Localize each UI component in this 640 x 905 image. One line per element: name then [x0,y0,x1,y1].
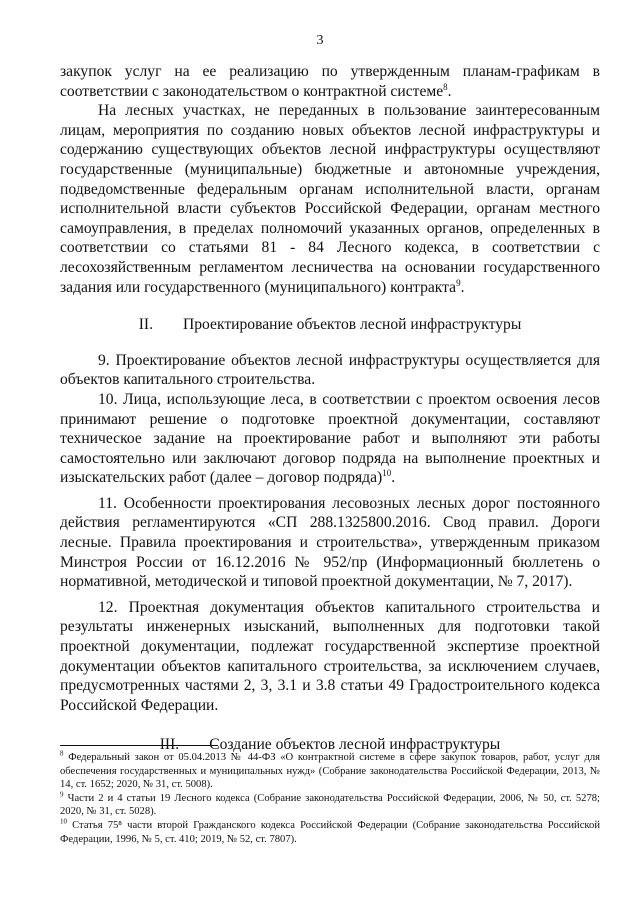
paragraph-continuation: закупок услуг на ее реализацию по утвержденным планам-графикам в соответствии с законодательством о контрактной системе$^8$. [60,63,600,100]
paragraph-10: 10. Лица, использующие леса, в соответствии с проектом освоения лесов принимают решение о подготовке проектной документации, составляют техническое задание на проектирование работ и выполняют эти работы самостоятельно или заключают договор подряда на выполнение проектных и изыскательских работ (далее – договор подряда)$^{10}$. [60,390,600,487]
section-title: Проектирование объектов лесной инфраструктуры [182,316,522,334]
paragraph-11: 11. Особенности проектирования лесовозных лесных дорог постоянного действия регламентируются «СП 288.1325800.2016. Свод правил. Дороги лесные. Правила проектирования и строительства», утвержденным приказом Минстроя России от 16.12.2016 № 952/пр (Информационный бюллетень о нормативной, методической и типовой проектной документации, № 7, 2017). [60,494,600,591]
footnotes [60,745,600,846]
footnote-10: $^{10}$ Статья 75⁸ части второй Гражданского кодекса Российской Федерации (Собрание законодательства Российской Федерации, 1996, № 5, ст. 410; 2019, № 52, ст. 7807). [60,817,600,845]
paragraph-12: 12. Проектная документация объектов капитального строительства и результаты инженерных изысканий, выполненных для подготовки такой проектной документации, подлежат государственной экспертизе проектной документации объектов капитального строительства, за исключением случаев, предусмотренных частями 2, 3, 3.1 и 3.8 статьи 49 Градостроительного кодекса Российской Федерации. [60,598,600,714]
footnote-9: $^9$ Части 2 и 4 статьи 19 Лесного кодекса (Собрание законодательства Российской Федерации, 2006, № 50, ст. 5278; 2020, № 31, ст. 5028). [60,790,600,818]
footnote-ref-9: 9 [456,277,461,288]
document-body [60,62,600,771]
section-number: II. [138,316,153,334]
footnote-ref-8: 8 [443,81,448,92]
section-number: III. [159,736,180,754]
paragraph-forest-plots: На лесных участках, не переданных в пользование заинтересованным лицам, мероприятия по созданию новых объектов лесной инфраструктуры и содержанию существующих объектов лесной инфраструктуры осуществляют государственные (муниципальные) бюджетные и автономные учреждения, подведомственные федеральным органам исполнительной власти, органам исполнительной власти субъектов Российской Федерации, органам местного самоуправления, в пределах полномочий указанных органов, определенных в соответствии со статьями 81 - 84 Лесного кодекса, в соответствии с лесохозяйственным регламентом лесничества на основании государственного задания или государственного (муниципального) контракта$^9$. [60,102,600,296]
page-number: 3 [316,33,324,48]
section-title: Создание объектов лесной инфраструктуры [209,736,501,754]
footnote-ref-10: 10 [382,468,392,479]
footnote-8: $^8$ Федеральный закон от 05.04.2013 № 44-ФЗ «О контрактной системе в сфере закупок товаров, работ, услуг для обеспечения государственных и муниципальных нужд» (Собрание законодательства Российской Федерации, 2013, № 14, ст. 1652; 2020, № 31, ст. 5008). [60,749,600,791]
paragraph-9: 9. Проектирование объектов лесной инфраструктуры осуществляется для объектов капитального строительства. [60,351,600,389]
footnote-divider [60,745,218,746]
section-heading-2 [60,315,600,335]
